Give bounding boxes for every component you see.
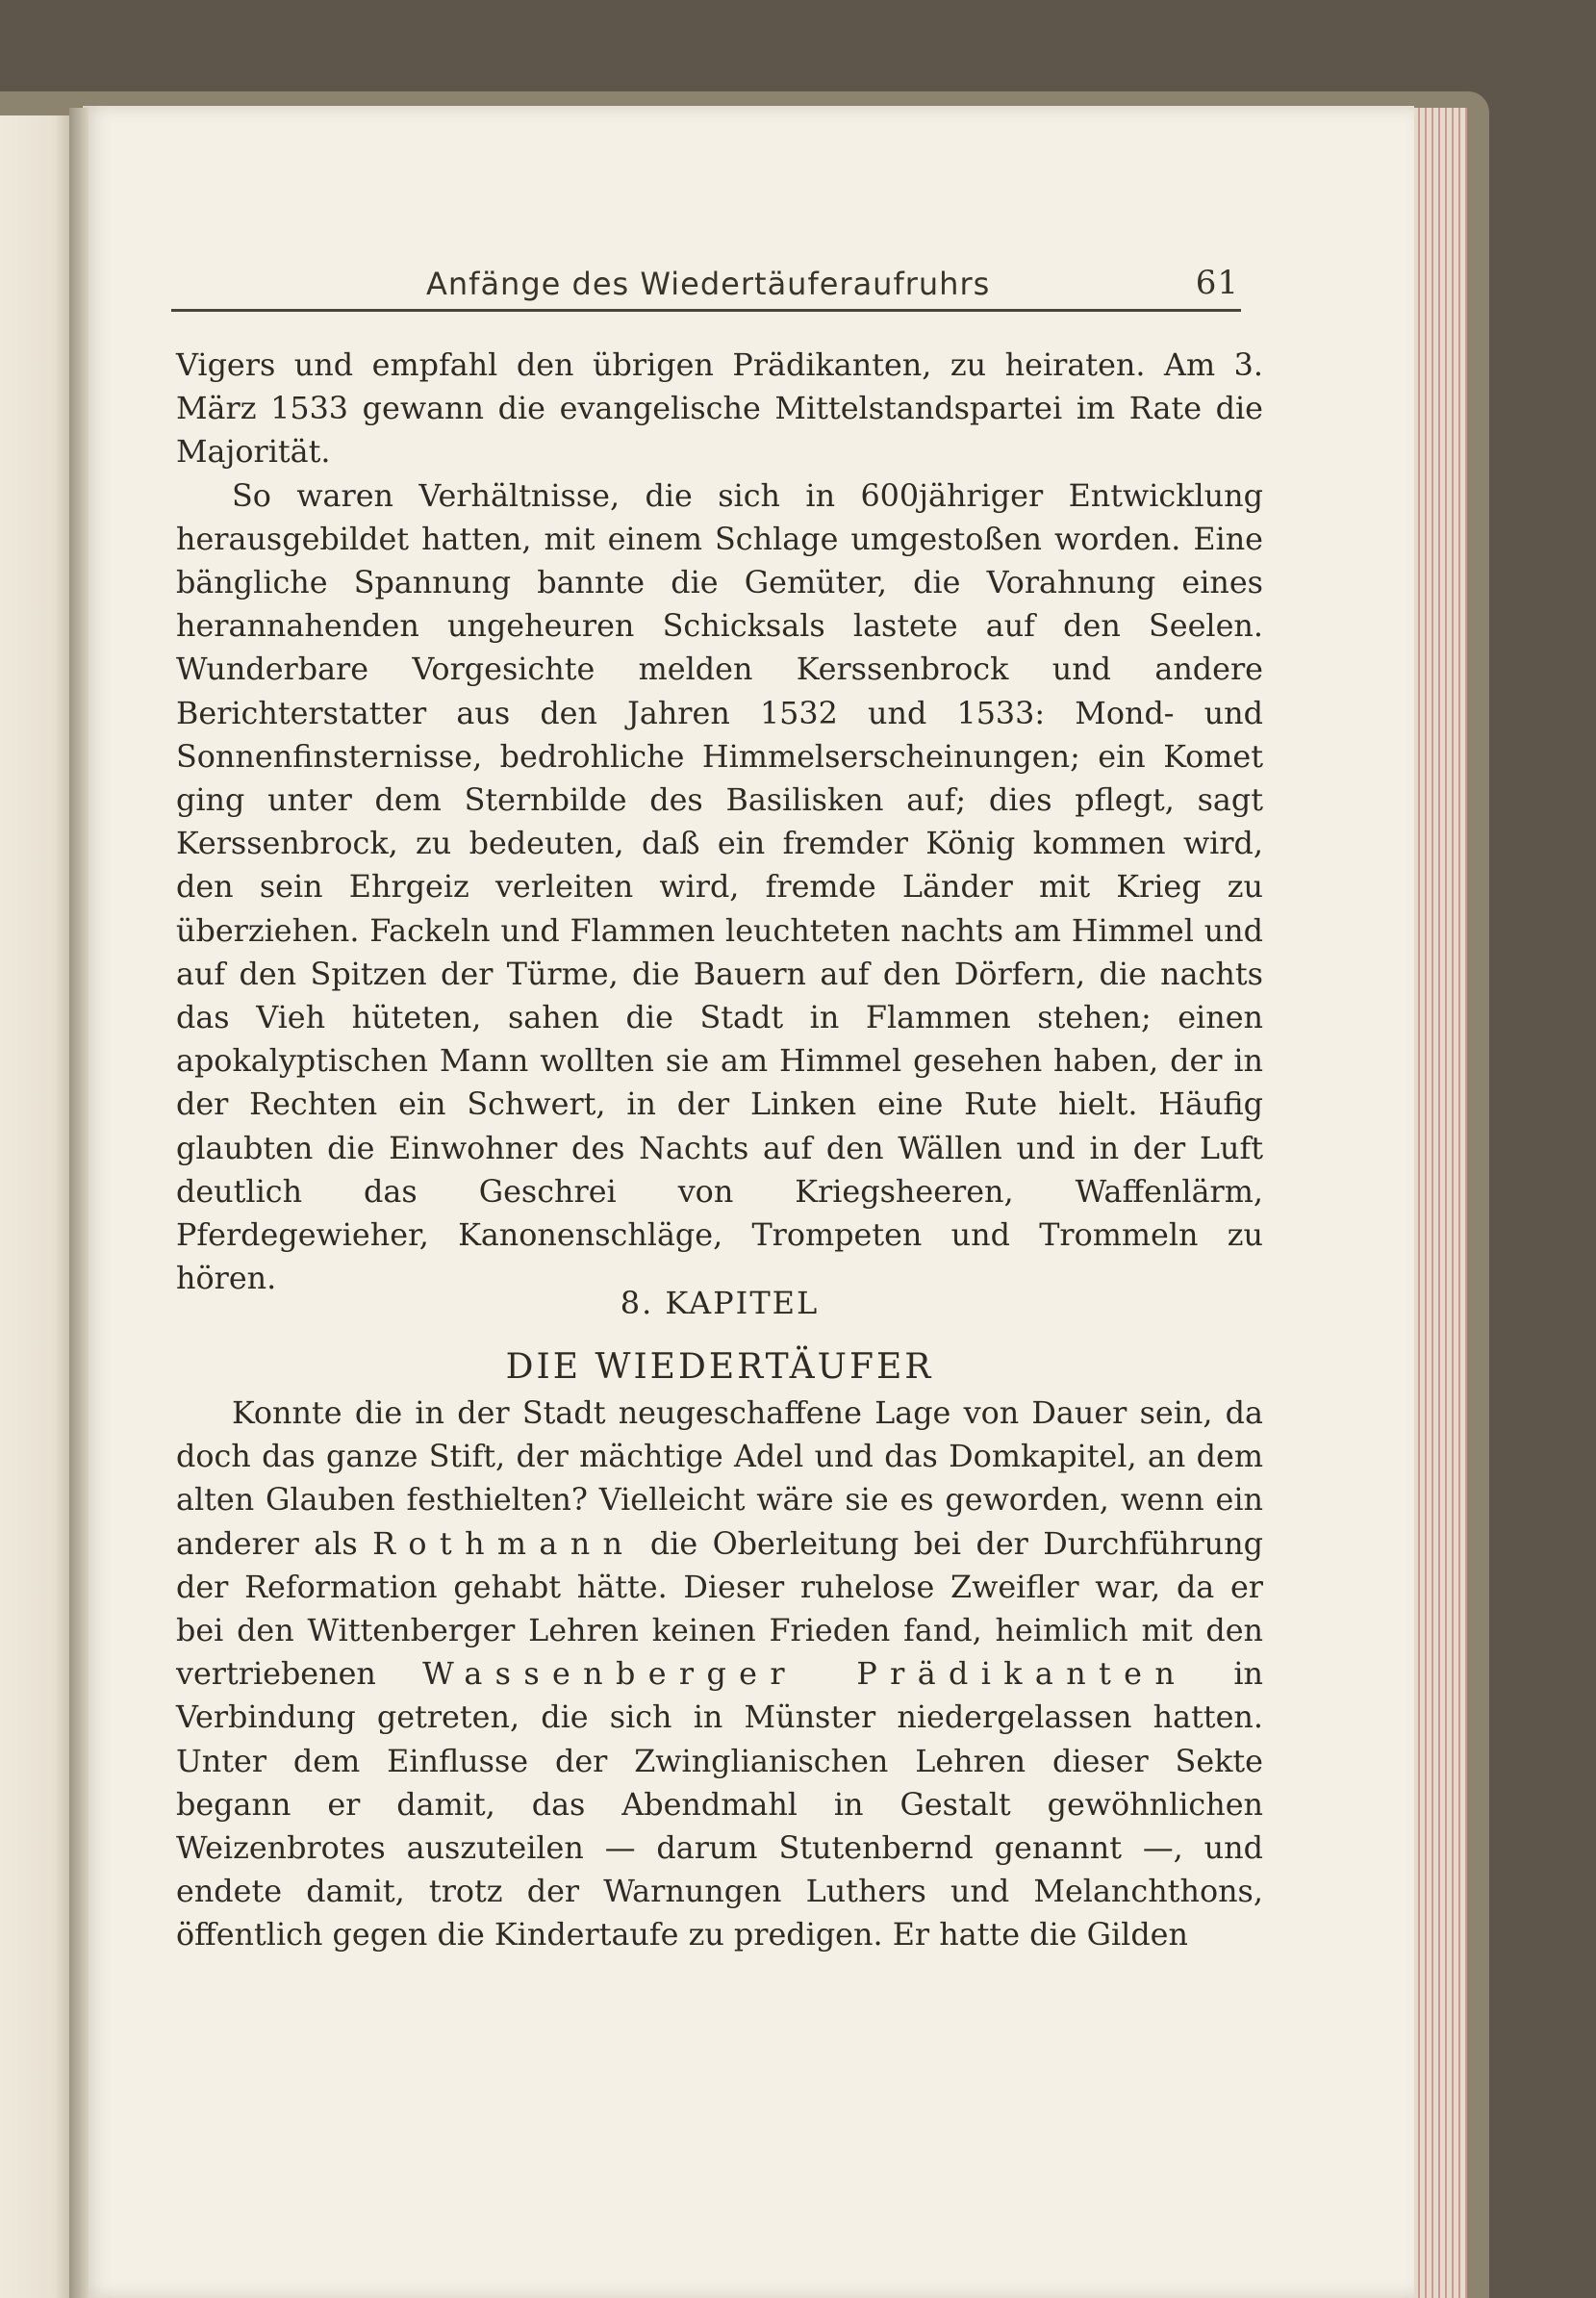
book-gutter bbox=[69, 108, 89, 2298]
paragraph-1: Vigers und empfahl den übrigen Prädikanten, zu heiraten. Am 3. März 1533 gewann die evangelische Mittelstandspartei im Rate die Majorität. bbox=[176, 347, 1263, 471]
text-block-2 bbox=[176, 1392, 1263, 1957]
running-head bbox=[171, 258, 1241, 310]
name-rothmann: Rothmann bbox=[372, 1525, 636, 1562]
text-block-1 bbox=[176, 344, 1263, 1300]
paragraph-3-part-c: in Verbindung getreten, die sich in Münster niedergelassen hatten. Unter dem Einflusse der Zwinglianischen Lehren dieser Sekte begann er damit, das Abendmahl in Gestalt gewöhnlichen Weizenbrotes auszuteilen — darum Stutenbernd genannt —, und endete damit, trotz der Warnungen Luthers und Melanchthons, öffentlich gegen die Kindertaufe zu predigen. Er hatte die Gilden bbox=[176, 1656, 1264, 1953]
chapter-title: DIE WIEDERTÄUFER bbox=[505, 1347, 934, 1387]
name-wassenberger: Wassenberger Prädikanten bbox=[422, 1656, 1188, 1693]
running-title: Anfänge des Wiedertäuferaufruhrs bbox=[426, 266, 991, 302]
page-number: 61 bbox=[1195, 264, 1239, 302]
paragraph-2: So waren Verhältnisse, die sich in 600jähriger Entwicklung herausgebildet hatten, mit einem Schlage umgestoßen worden. Eine bängliche Spannung bannte die Gemüter, die Vorahnung eines herannahenden ungeheuren Schicksals lastete auf den Seelen. Wunderbare Vorgesichte melden Kerssenbrock und andere Berichterstatter aus den Jahren 1532 und 1533: Mond- und Sonnenfinsternisse, bedrohliche Himmelserscheinungen; ein Komet ging unter dem Sternbilde des Basilisken auf; dies pflegt, sagt Kerssenbrock, zu bedeuten, daß ein fremder König kommen wird, den sein Ehrgeiz verleiten wird, fremde Länder mit Krieg zu überziehen. Fackeln und Flammen leuchteten nachts am Himmel und auf den Spitzen der Türme, die Bauern auf den Dörfern, die nachts das Vieh hüteten, sahen die Stadt in Flammen stehen; einen apokalyptischen Mann wollten sie am Himmel gesehen haben, der in der Rechten ein Schwert, in der Linken eine Rute hielt. Häufig glaubten die Einwohner des Nachts auf den Wällen und in der Luft deutlich das Geschrei von Kriegsheeren, Waffenlärm, Pferdegewieher, Kanonenschläge, Trompeten und Trommeln zu hören. bbox=[176, 477, 1263, 1297]
paragraph-3-part-a: Konnte die in der Stadt neugeschaffene Lage von Dauer sein, da doch das ganze Stift, der mächtige Adel und das Domkapitel, an dem alten Glauben festhielten? Vielleicht wäre sie es geworden, wenn ein anderer als bbox=[176, 1395, 1263, 1562]
header-rule bbox=[171, 309, 1241, 312]
chapter-number: 8. KAPITEL bbox=[620, 1285, 820, 1321]
paragraph-3 bbox=[176, 1392, 1263, 1957]
paragraph-3-part-b: die Oberleitung bei der Durchführung der Reformation gehabt hätte. Dieser ruhelose Zweifler war, da er bei den Wittenberger Lehren keinen Frieden fand, heimlich mit den vertriebenen bbox=[176, 1525, 1263, 1693]
left-page-edge bbox=[0, 115, 77, 2298]
